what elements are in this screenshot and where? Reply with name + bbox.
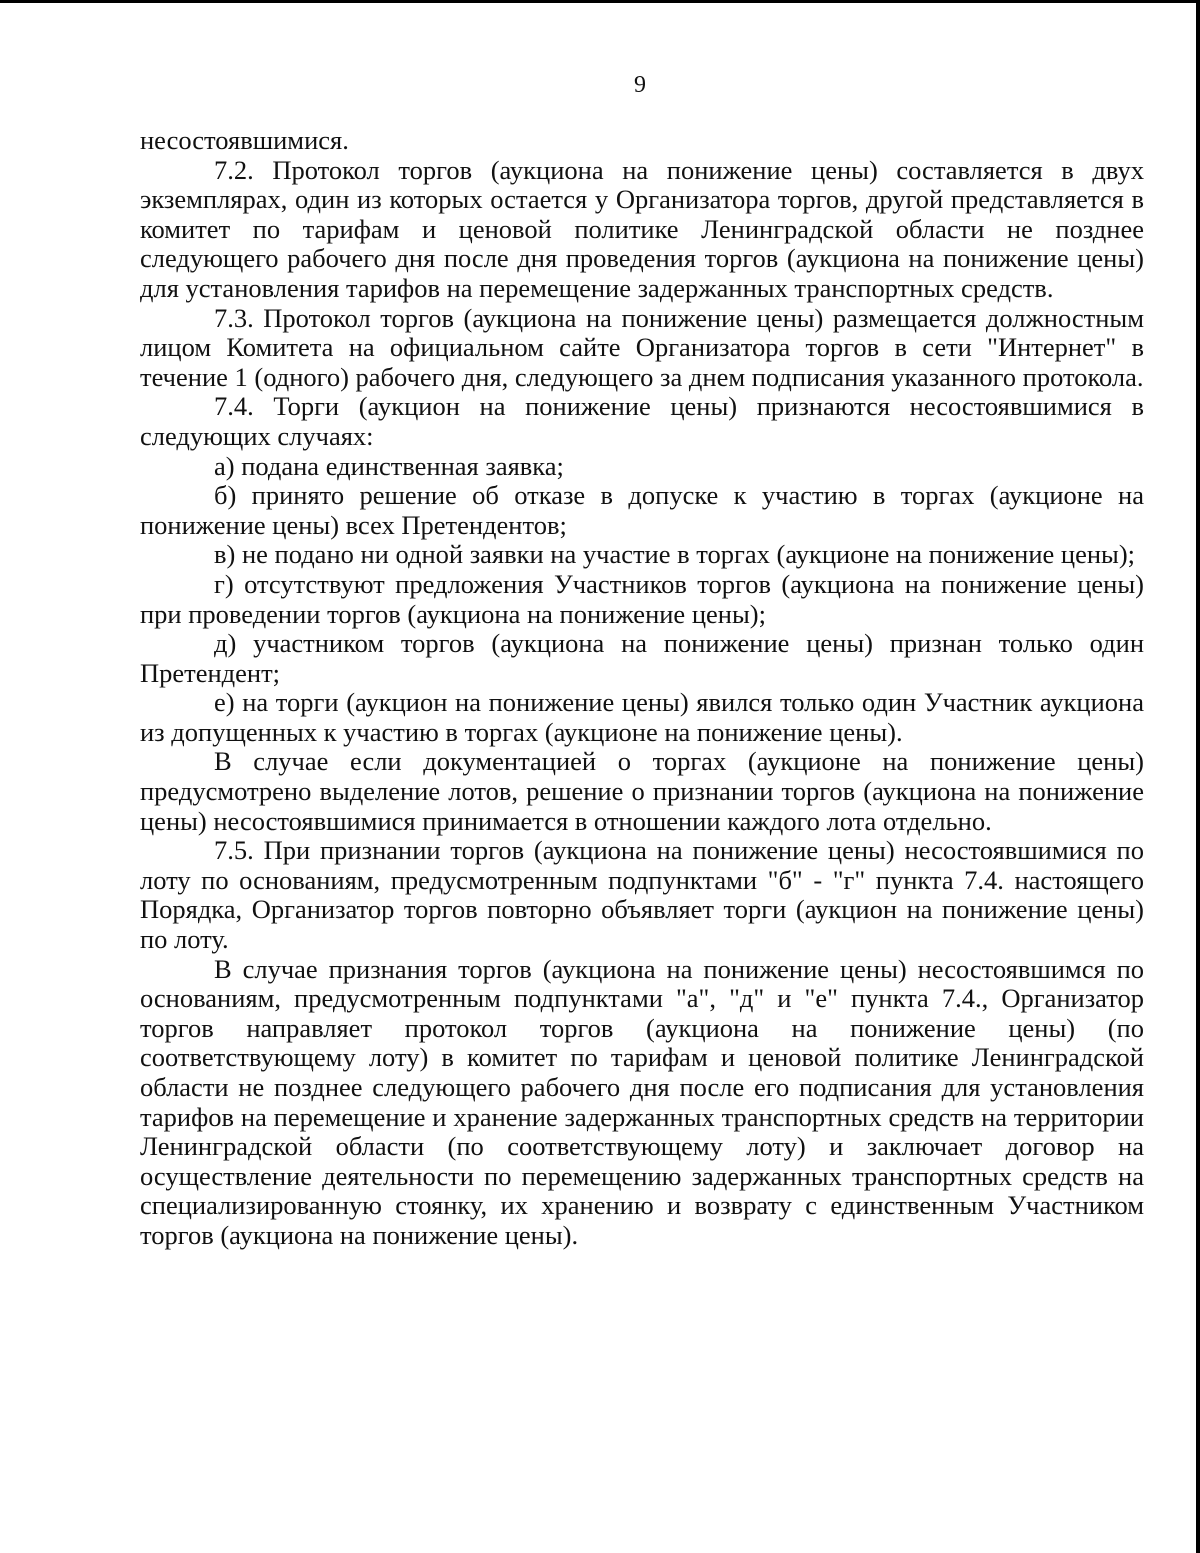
list-item-e: е) на торги (аукцион на понижение цены) явился только один Участник аукциона из допущенных к участию в торгах (аукционе на понижение цены).: [140, 687, 1144, 747]
list-item-d: д) участником торгов (аукциона на понижение цены) признан только один Претендент;: [140, 628, 1144, 688]
page-number: 9: [634, 72, 646, 98]
list-item-a: а) подана единственная заявка;: [214, 450, 564, 481]
paragraph-7-2: 7.2. Протокол торгов (аукциона на понижение цены) составляется в двух экземплярах, один из которых остается у Организатора торгов, другой представляется в комитет по тарифам и ценовой политике Ленинградской области не позднее следующего рабочего дня после дня проведения торгов (аукциона на понижение цены) для установления тарифов на перемещение задержанных транспортных средств.: [140, 154, 1144, 303]
list-item-b: б) принято решение об отказе в допуске к участию в торгах (аукционе на понижение цены) всех Претендентов;: [140, 480, 1144, 540]
scan-edge-right: [1196, 0, 1200, 1553]
scan-edge-top: [0, 0, 1200, 3]
document-body: [140, 126, 1144, 1251]
paragraph-7-5: 7.5. При признании торгов (аукциона на понижение цены) несостоявшимися по лоту по основаниям, предусмотренным подпунктами "б" - "г" пункта 7.4. настоящего Порядка, Организатор торгов повторно объявляет торги (аукцион на понижение цены) по лоту.: [140, 835, 1144, 955]
paragraph-single-participant: В случае признания торгов (аукциона на понижение цены) несостоявшимся по основаниям, предусмотренным подпунктами "а", "д" и "е" пункта 7.4., Организатор торгов направляет протокол торгов (аукциона на понижение цены) (по соответствующему лоту) в комитет по тарифам и ценовой политике Ленинградской области не позднее следующего рабочего дня после его подписания для установления тарифов на перемещение и хранение задержанных транспортных средств на территории Ленинградской области (по соответствующему лоту) и заключает договор на осуществление деятельности по перемещению задержанных транспортных средств на специализированную стоянку, их хранению и возврату с единственным Участником торгов (аукциона на понижение цены).: [140, 953, 1144, 1250]
paragraph-lots: В случае если документацией о торгах (аукционе на понижение цены) предусмотрено выделение лотов, решение о признании торгов (аукциона на понижение цены) несостоявшимися принимается в отношении каждого лота отдельно.: [140, 746, 1144, 836]
list-item-v: в) не подано ни одной заявки на участие в торгах (аукционе на понижение цены);: [214, 539, 1136, 570]
paragraph-continuation: несостоявшимися.: [140, 125, 349, 155]
list-item-g: г) отсутствуют предложения Участников торгов (аукциона на понижение цены) при проведении торгов (аукциона на понижение цены);: [140, 568, 1144, 629]
paragraph-7-3: 7.3. Протокол торгов (аукциона на понижение цены) размещается должностным лицом Комитета на официальном сайте Организатора торгов в сети "Интернет" в течение 1 (одного) рабочего дня, следующего за днем подписания указанного протокола.: [140, 302, 1144, 392]
paragraph-7-4: 7.4. Торги (аукцион на понижение цены) признаются несостоявшимися в следующих случаях:: [140, 391, 1144, 451]
